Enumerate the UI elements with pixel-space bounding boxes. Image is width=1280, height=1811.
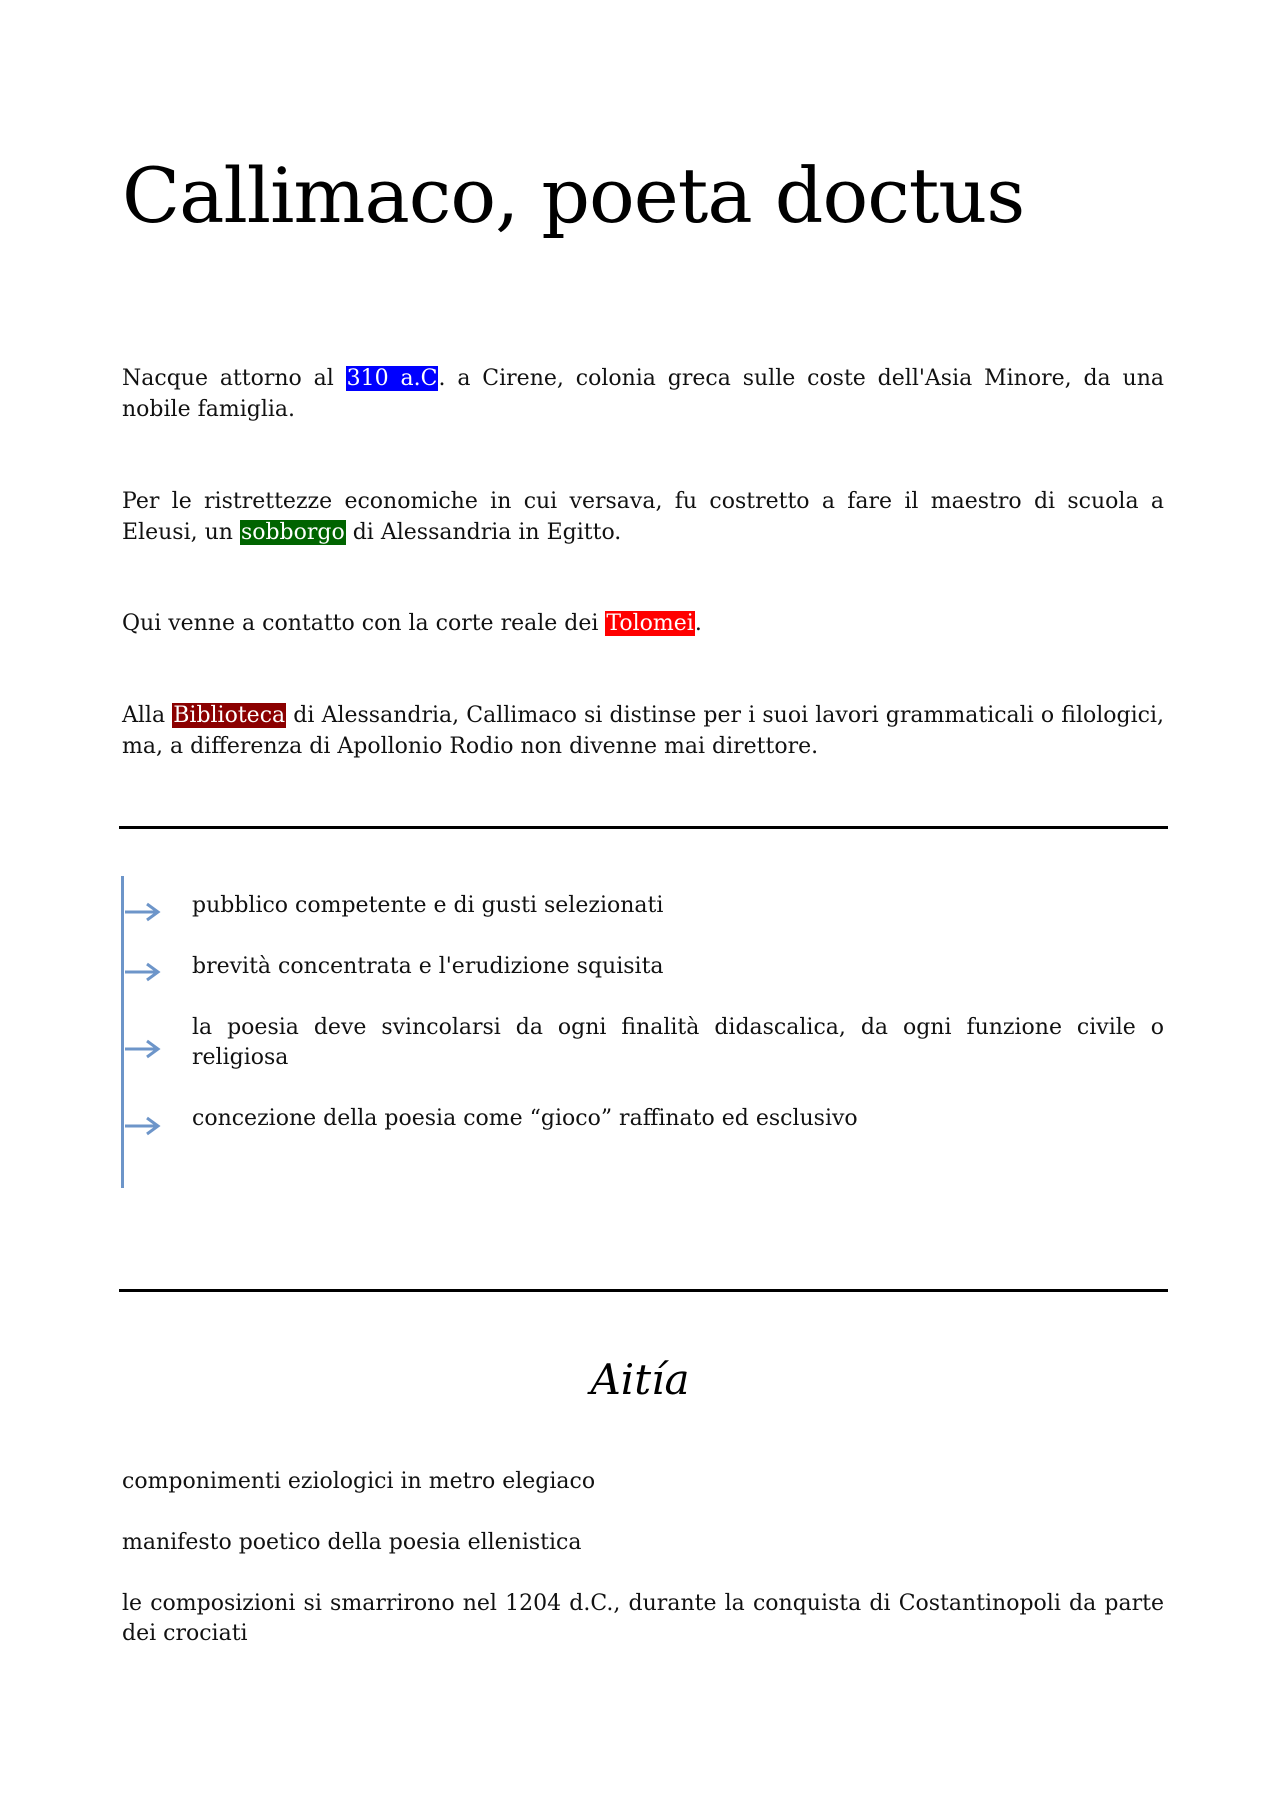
paragraph-eleusi bbox=[122, 486, 1164, 548]
highlight-sobborgo: sobborgo bbox=[240, 520, 345, 545]
highlight-biblioteca: Biblioteca bbox=[173, 703, 286, 728]
paragraph-text: Qui venne a contatto con la corte reale dei bbox=[122, 611, 606, 636]
paragraph-birth bbox=[122, 363, 1164, 425]
paragraph-text: di Alessandria in Egitto. bbox=[345, 520, 622, 545]
paragraph-biblioteca bbox=[122, 700, 1164, 762]
bullet-item: concezione della poesia come “gioco” raffinato ed esclusivo bbox=[192, 1106, 858, 1131]
section-item: le composizioni si smarrirono nel 1204 d.C., durante la conquista di Costantinopoli da parte dei crociati bbox=[122, 1591, 1164, 1646]
arrow-right-icon bbox=[123, 900, 163, 924]
paragraph-text: . bbox=[694, 611, 702, 636]
highlight-310-ac: 310 a.C bbox=[346, 366, 438, 391]
arrow-right-icon bbox=[123, 1114, 163, 1138]
bullet-item: brevità concentrata e l'erudizione squisita bbox=[192, 954, 664, 979]
paragraph-text: Alla bbox=[122, 703, 173, 728]
divider-bottom bbox=[119, 1289, 1168, 1292]
paragraph-tolomei bbox=[122, 608, 1164, 639]
highlight-tolomei: Tolomei bbox=[606, 611, 694, 636]
page-title: Callimaco, poeta doctus bbox=[122, 151, 1025, 240]
paragraph-text: di Alessandria, Callimaco si distinse per i suoi lavori grammaticali o filologici, ma, a differenza di Apollonio Rodio non divenne mai direttore. bbox=[122, 703, 1164, 759]
paragraph-text: . a Cirene, colonia greca sulle coste dell'Asia Minore, da una nobile famiglia. bbox=[122, 366, 1164, 422]
arrow-right-icon bbox=[123, 960, 163, 984]
paragraph-text: Nacque attorno al bbox=[122, 366, 346, 391]
bullet-item: la poesia deve svincolarsi da ogni finalità didascalica, da ogni funzione civile o religiosa bbox=[192, 1015, 1164, 1070]
section-item: manifesto poetico della poesia ellenistica bbox=[122, 1530, 582, 1555]
bullet-item: pubblico competente e di gusti selezionati bbox=[192, 893, 664, 918]
arrow-right-icon bbox=[123, 1037, 163, 1061]
section-title-aitia: Aitía bbox=[590, 1355, 690, 1404]
section-item: componimenti eziologici in metro elegiaco bbox=[122, 1469, 596, 1494]
paragraph-text: Per le ristrettezze economiche in cui versava, fu costretto a fare il maestro di scuola a Eleusi, un bbox=[122, 489, 1164, 545]
divider-top bbox=[119, 826, 1168, 829]
